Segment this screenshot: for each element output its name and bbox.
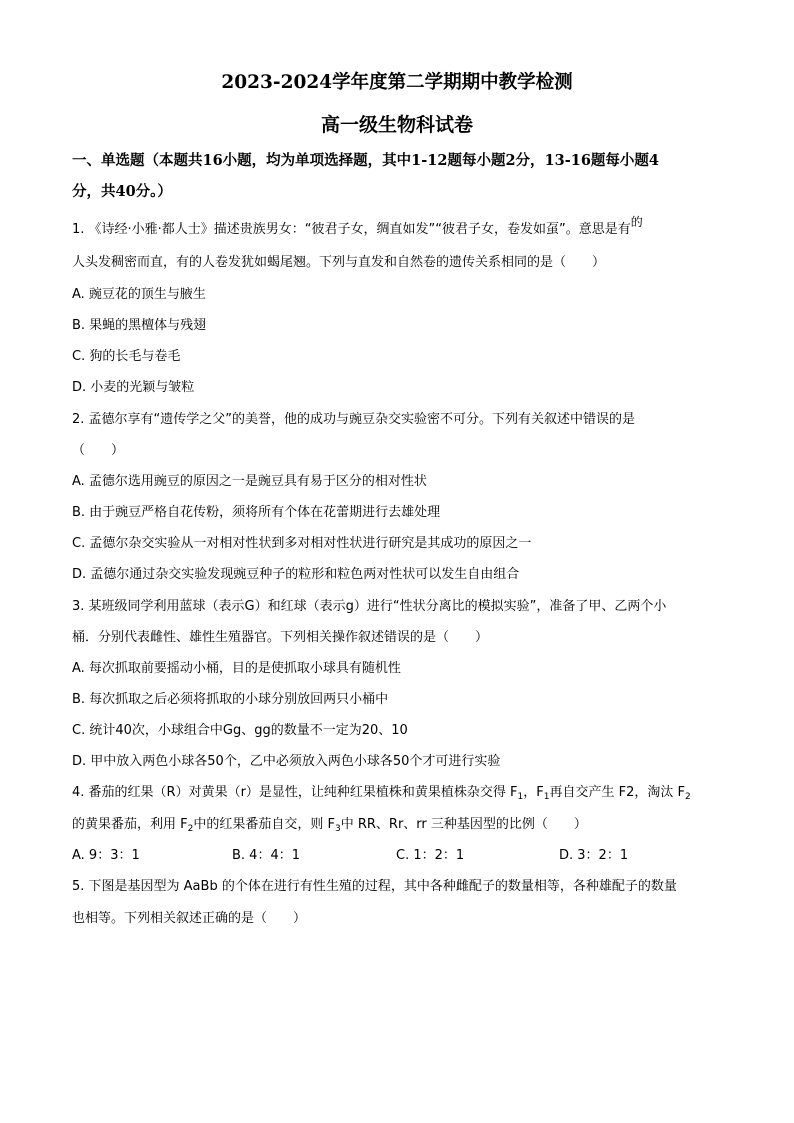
question-2-option-d: D. 孟德尔通过杂交实验发现豌豆种子的粒形和粒色两对性状可以发生自由组合 [72, 567, 520, 582]
question-2-option-c: C. 孟德尔杂交实验从一对相对性状到多对相对性状进行研究是其成功的原因之一 [72, 536, 532, 551]
section-heading [72, 145, 722, 207]
question-4-option-c: C. 1：2：1 [396, 848, 465, 863]
question-2-option-b: B. 由于豌豆严格自花传粉，须将所有个体在花蕾期进行去雄处理 [72, 505, 441, 520]
question-4-option-a: A. 9：3：1 [72, 848, 140, 863]
question-1-option-d: D. 小麦的光颖与皱粒 [72, 380, 195, 395]
q4-sub-1: 1 [517, 792, 524, 802]
question-4-option-d: D. 3：2：1 [559, 848, 629, 863]
question-3-stem-line-1: 3. 某班级同学利用蓝球（表示G）和红球（表示g）进行“性状分离比的模拟实验”，准备了甲、乙两个小 [72, 599, 667, 614]
q4-text-c: 再自交产生 F2，淘汰 F [549, 785, 685, 800]
question-1-option-c: C. 狗的长毛与卷毛 [72, 349, 181, 364]
q4-text-f: 中 RR、Rr、rr 三种基因型的比例（ ） [340, 817, 587, 832]
page-subtitle: 高一级生物科试卷 [320, 114, 473, 136]
question-5-stem-line-1: 5. 下图是基因型为 AaBb 的个体在进行有性生殖的过程，其中各种雌配子的数量相等，各种雄配子的数量 [72, 879, 677, 894]
question-1-stem-line-1 [72, 215, 732, 240]
question-4-stem-line-1 [72, 783, 732, 803]
question-1-text: 1. 《诗经·小雅·都人士》描述贵族男女：“彼君子女，绸直如发”“彼君子女，卷发如虿”。意思是有 [72, 222, 631, 237]
q4-sub-2b: 2 [187, 824, 194, 834]
question-5-stem-line-2: 也相等。下列相关叙述正确的是（ ） [72, 911, 307, 926]
question-3-option-c: C. 统计40次，小球组合中Gg、gg的数量不一定为20、10 [72, 723, 408, 738]
question-2-option-a: A. 孟德尔选用豌豆的原因之一是豌豆具有易于区分的相对性状 [72, 474, 427, 489]
question-1-stem-line-2: 人头发稠密而直，有的人卷发犹如蝎尾翘。下列与直发和自然卷的遗传关系相同的是（ ） [72, 255, 606, 270]
q4-text-a: 4. 番茄的红果（R）对黄果（r）是显性，让纯种红果植株和黄果植株杂交得 F [72, 785, 518, 800]
question-1-tail: 的 [630, 215, 643, 229]
question-3-option-a: A. 每次抓取前要摇动小桶，目的是使抓取小球具有随机性 [72, 661, 401, 676]
section-heading-line-2: 分，共40分。） [72, 183, 172, 200]
question-2-stem-line-2: （ ） [72, 443, 125, 458]
page-title: 2023-2024学年度第二学期期中教学检测 [221, 72, 573, 93]
q4-text-d: 的黄果番茄，利用 F [72, 817, 188, 832]
question-3-option-d: D. 甲中放入两色小球各50个，乙中必须放入两色小球各50个才可进行实验 [72, 754, 501, 769]
question-4-stem-line-2 [72, 815, 732, 835]
section-heading-line-1: 一、单选题（本题共16小题，均为单项选择题，其中1-12题每小题2分，13-16题每小题4 [72, 152, 660, 169]
q4-text-b: ，F [523, 785, 544, 800]
question-4-option-b: B. 4：4：1 [232, 848, 300, 863]
question-2-stem-line-1: 2. 孟德尔享有“遗传学之父”的美誉，他的成功与豌豆杂交实验密不可分。下列有关叙述中错误的是 [72, 412, 636, 427]
question-3-option-b: B. 每次抓取之后必须将抓取的小球分别放回两只小桶中 [72, 692, 389, 707]
q4-sub-3: 3 [334, 824, 341, 834]
question-1-option-a: A. 豌豆花的顶生与腋生 [72, 287, 206, 302]
question-3-stem-line-2: 桶．分别代表雌性、雄性生殖器官。下列相关操作叙述错误的是（ ） [72, 630, 489, 645]
q4-sub-1b: 1 [543, 792, 550, 802]
q4-text-e: 中的红果番茄自交，则 F [193, 817, 335, 832]
q4-sub-2: 2 [684, 792, 691, 802]
question-1-option-b: B. 果蝇的黑檀体与残翅 [72, 318, 207, 333]
